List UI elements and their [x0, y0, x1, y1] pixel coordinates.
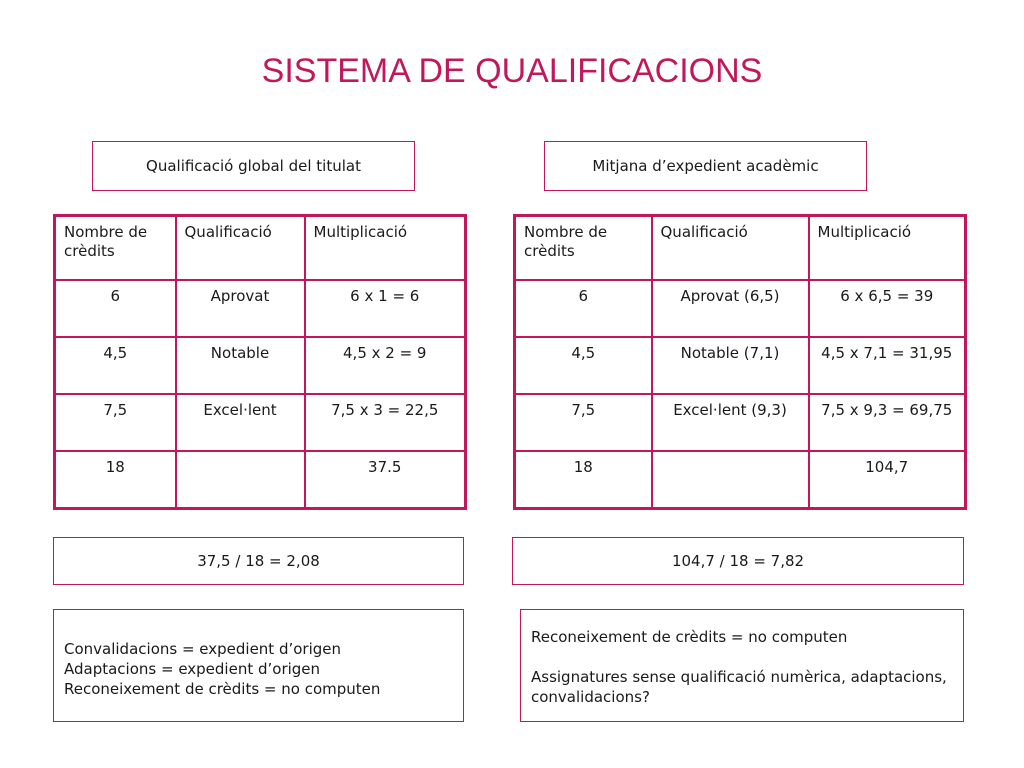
table-row: [515, 337, 966, 394]
heading-global-grade: Qualificació global del titulat: [92, 141, 415, 191]
average-record-table: [513, 214, 967, 510]
cell-multiplication: 4,5 x 7,1 = 31,95: [809, 337, 966, 394]
cell-grade: Aprovat: [176, 280, 305, 337]
cell-grade: Notable (7,1): [652, 337, 809, 394]
note-line: Reconeixement de crèdits = no computen: [64, 679, 381, 698]
cell-credits-total: 18: [515, 451, 652, 509]
note-line: Reconeixement de crèdits = no computen: [531, 628, 848, 646]
note-line: Adaptacions = expedient d’origen: [64, 659, 321, 678]
cell-multiplication: 6 x 1 = 6: [305, 280, 466, 337]
cell-multiplication-total: 104,7: [809, 451, 966, 509]
header-grade: Qualificació: [652, 216, 809, 280]
cell-credits: 4,5: [515, 337, 652, 394]
cell-credits: 7,5: [55, 394, 176, 451]
heading-average-record: Mitjana d’expedient acadèmic: [544, 141, 867, 191]
cell-grade-total: [652, 451, 809, 509]
cell-multiplication: 4,5 x 2 = 9: [305, 337, 466, 394]
cell-multiplication-total: 37.5: [305, 451, 466, 509]
cell-credits: 7,5: [515, 394, 652, 451]
cell-grade: Excel·lent: [176, 394, 305, 451]
header-multiplication: Multiplicació: [305, 216, 466, 280]
cell-multiplication: 7,5 x 3 = 22,5: [305, 394, 466, 451]
cell-credits: 6: [515, 280, 652, 337]
table-header-row: [55, 216, 466, 280]
cell-grade-total: [176, 451, 305, 509]
header-grade: Qualificació: [176, 216, 305, 280]
global-grade-table: [53, 214, 467, 510]
note-spacer: [531, 647, 953, 667]
table-row: [55, 394, 466, 451]
header-credits: Nombre de crèdits: [55, 216, 176, 280]
note-line: Assignatures sense qualificació numèrica, adaptacions, convalidacions?: [531, 668, 947, 706]
header-multiplication: Multiplicació: [809, 216, 966, 280]
notes-average-record: [520, 609, 964, 722]
cell-multiplication: 7,5 x 9,3 = 69,75: [809, 394, 966, 451]
table-row: [55, 337, 466, 394]
note-line: Convalidacions = expedient d’origen: [64, 639, 342, 658]
table-header-row: [515, 216, 966, 280]
cell-credits: 6: [55, 280, 176, 337]
header-credits: Nombre de crèdits: [515, 216, 652, 280]
cell-grade: Notable: [176, 337, 305, 394]
cell-grade: Aprovat (6,5): [652, 280, 809, 337]
table-row: [515, 280, 966, 337]
result-average-record: 104,7 / 18 = 7,82: [512, 537, 964, 585]
cell-grade: Excel·lent (9,3): [652, 394, 809, 451]
slide-title: SISTEMA DE QUALIFICACIONS: [261, 52, 763, 90]
cell-credits-total: 18: [55, 451, 176, 509]
table-row: [55, 280, 466, 337]
table-row: [515, 394, 966, 451]
notes-global-grade: [53, 609, 464, 722]
result-global-grade: 37,5 / 18 = 2,08: [53, 537, 464, 585]
table-total-row: [55, 451, 466, 509]
cell-credits: 4,5: [55, 337, 176, 394]
table-total-row: [515, 451, 966, 509]
cell-multiplication: 6 x 6,5 = 39: [809, 280, 966, 337]
